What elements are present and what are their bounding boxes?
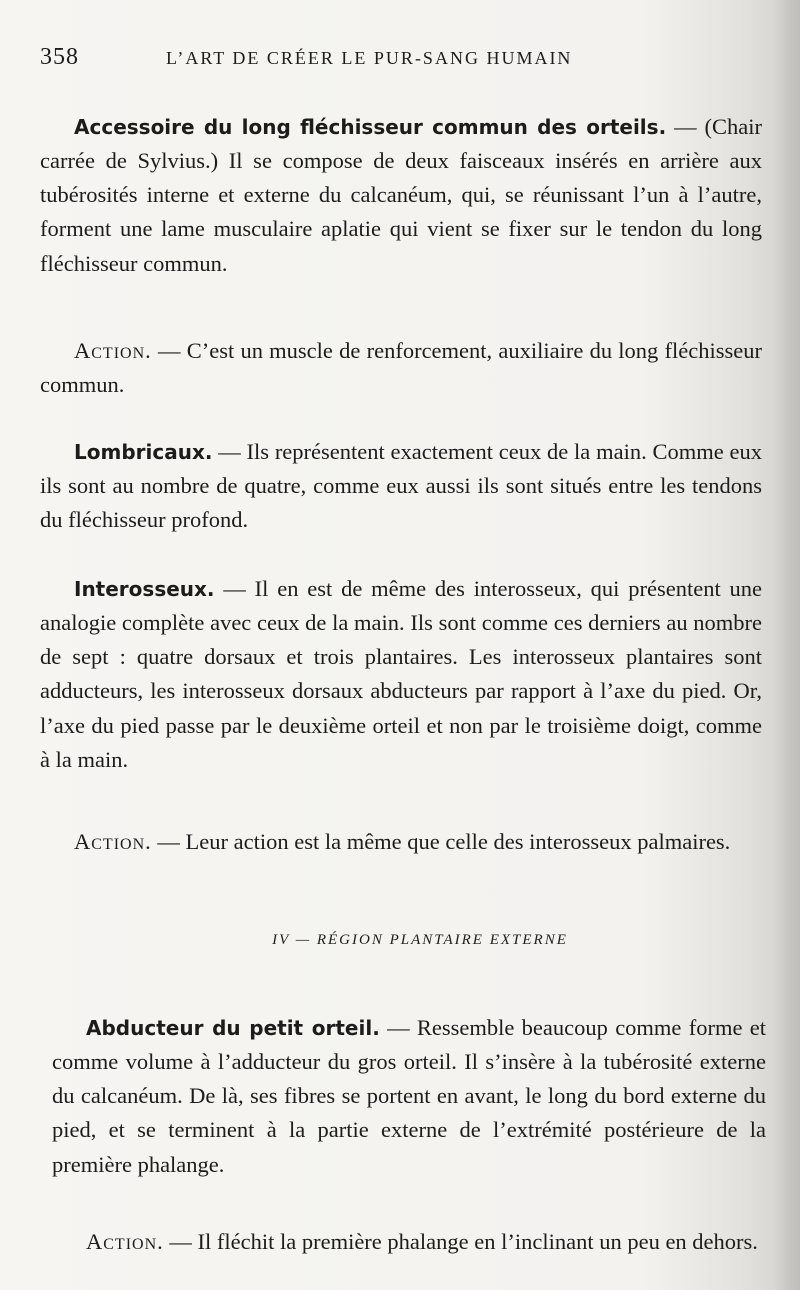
- section-heading: IV — RÉGION PLANTAIRE EXTERNE: [272, 932, 568, 948]
- action-text-3: — Il fléchit la première phalange en l’inclinant un peu en dehors.: [163, 1228, 758, 1254]
- paragraph-interosseux: [40, 572, 762, 778]
- paragraph-accessoire: [40, 110, 762, 281]
- action-text-2: — Leur action est la même que celle des interosseux palmaires.: [151, 828, 731, 854]
- term-accessoire: Accessoire du long fléchisseur commun des orteils.: [74, 114, 667, 139]
- text-abducteur: — Ressemble beaucoup comme forme et comme volume à l’adducteur du gros orteil. Il s’insère à la tubérosité externe du calcanéum. De là, ses fibres se portent en avant, le long du bord externe du pied, et se terminent à la partie externe de l’extrémité postérieure de la première phalange.: [52, 1014, 766, 1177]
- paragraph-abducteur: [52, 1011, 766, 1182]
- text-accessoire: — (Chair carrée de Sylvius.) Il se compose de deux faisceaux insérés en arrière aux tubérosités interne et externe du calcanéum, qui, se réunissant l’un à l’autre, forment une lame musculaire aplatie qui vient se fixer sur le tendon du long fléchisseur commun.: [40, 113, 763, 276]
- paragraph-action-1: [40, 334, 762, 403]
- paragraph-action-2: [40, 825, 762, 859]
- term-lombricaux: Lombricaux.: [74, 439, 213, 464]
- action-text-1: — C’est un muscle de renforcement, auxiliaire du long fléchisseur commun.: [40, 337, 762, 397]
- text-lombricaux: — Ils représentent exactement ceux de la main. Comme eux ils sont au nombre de quatre, comme eux aussi ils sont situés entre les tendons du fléchisseur profond.: [40, 438, 762, 533]
- page-number: 358: [40, 44, 79, 70]
- paragraph-action-3: [52, 1225, 768, 1259]
- running-title: L’ART DE CRÉER LE PUR-SANG HUMAIN: [166, 48, 573, 68]
- term-abducteur: Abducteur du petit orteil.: [86, 1015, 380, 1040]
- action-label-2: Action.: [74, 828, 152, 854]
- paragraph-lombricaux: [40, 435, 762, 538]
- text-interosseux: — Il en est de même des interosseux, qui présentent une analogie complète avec ceux de la main. Ils sont comme ces derniers au nombre de sept : quatre dorsaux et trois plantaires. Les interosseux plantaires sont adducteurs, les interosseux dorsaux abducteurs par rapport à l’axe du pied. Or, l’axe du pied passe par le deuxième orteil et non par le troisième doigt, comme à la main.: [40, 575, 762, 772]
- action-label-1: Action.: [74, 337, 152, 363]
- action-label-3: Action.: [86, 1228, 164, 1254]
- term-interosseux: Interosseux.: [74, 576, 215, 601]
- running-head: [40, 44, 780, 74]
- scan-shadow-edge: [774, 0, 800, 1290]
